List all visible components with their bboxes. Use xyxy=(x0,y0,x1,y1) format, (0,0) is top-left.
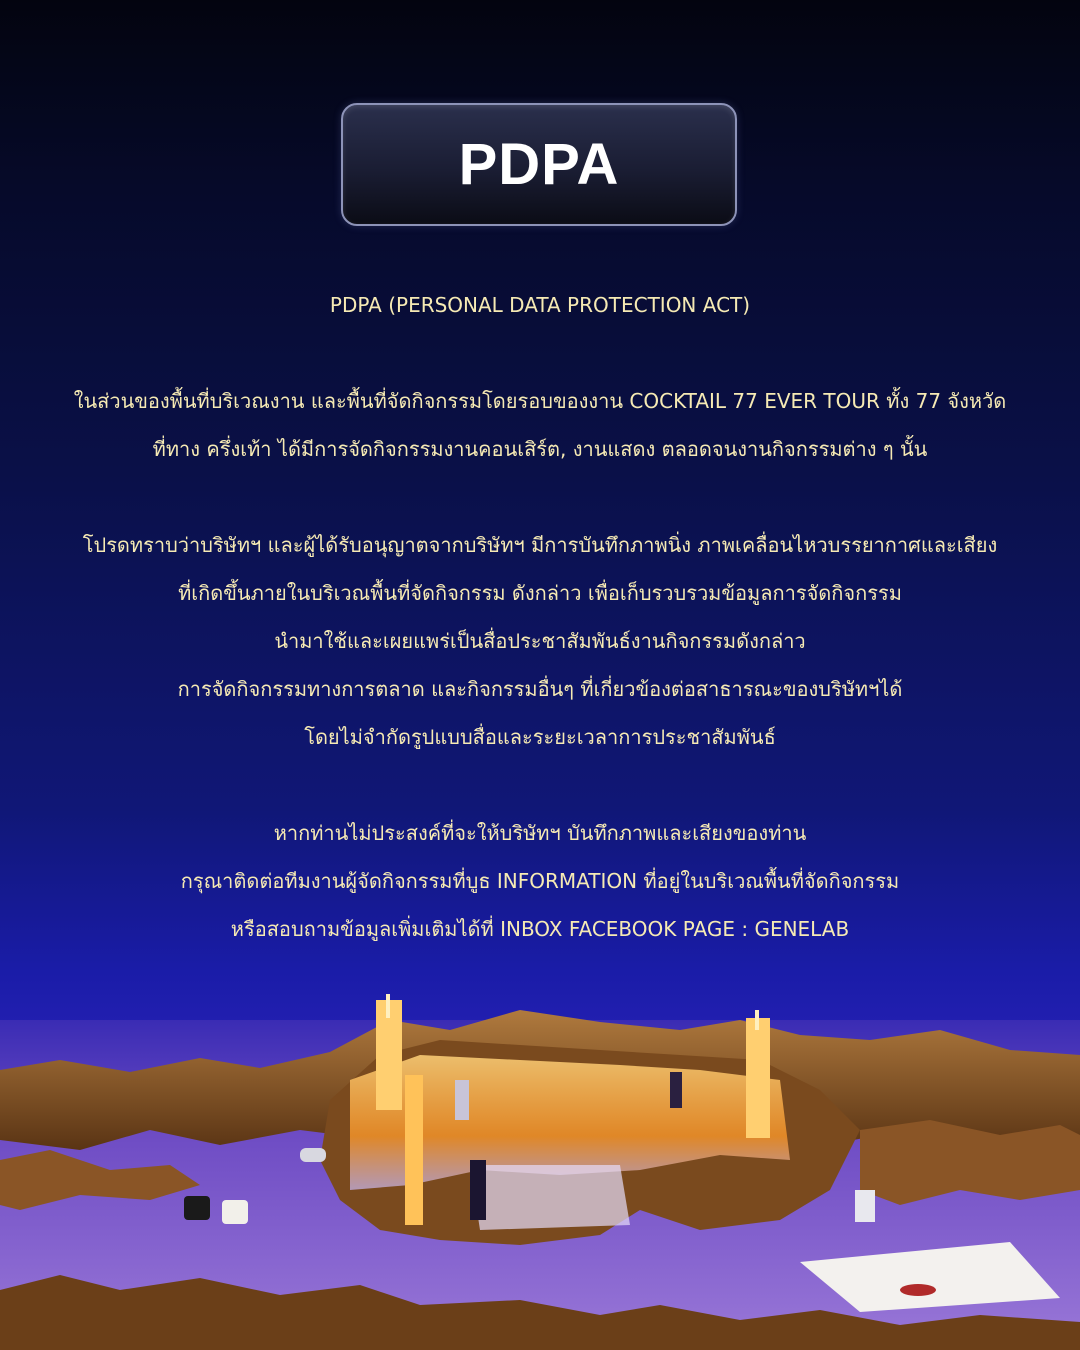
para2-line-5: โดยไม่จำกัดรูปแบบสื่อและระยะเวลาการประชาสัมพันธ์ xyxy=(304,725,776,749)
tower-front xyxy=(405,1075,423,1225)
para1-line-2: ที่ทาง ครึ่งเท้า ได้มีการจัดกิจกรรมงานคอนเสิร์ต, งานแสดง ตลอดจนงานกิจกรรมต่าง ๆ นั้น xyxy=(152,437,928,461)
para3-line-3: หรือสอบถามข้อมูลเพิ่มเติมได้ที่ INBOX FACEBOOK PAGE : GENELAB xyxy=(230,917,850,941)
para2-line-3: นำมาใช้และเผยแพร่เป็นสื่อประชาสัมพันธ์งานกิจกรรมดังกล่าว xyxy=(274,629,806,653)
dice-icon xyxy=(184,1196,210,1220)
para2-line-1: โปรดทราบว่าบริษัทฯ และผู้ได้รับอนุญาตจากบริษัทฯ มีการบันทึกภาพนิ่ง ภาพเคลื่อนไหวบรรยากาศและเสียง xyxy=(82,533,998,557)
pillar xyxy=(855,1190,875,1222)
para2-line-2: ที่เกิดขึ้นภายในบริเวณพื้นที่จัดกิจกรรม ดังกล่าว เพื่อเก็บรวบรวมข้อมูลการจัดกิจกรรม xyxy=(178,581,902,605)
banner-white xyxy=(455,1080,469,1120)
tower-right xyxy=(746,1018,770,1138)
dice-icon-white xyxy=(222,1200,248,1224)
inner-lagoon xyxy=(470,1165,630,1230)
notice-heading: PDPA (PERSONAL DATA PROTECTION ACT) xyxy=(329,293,751,317)
para3-line-1: หากท่านไม่ประสงค์ที่จะให้บริษัทฯ บันทึกภาพและเสียงของท่าน xyxy=(273,821,807,845)
landscape-svg xyxy=(0,960,1080,1350)
title-box xyxy=(341,103,737,226)
fantasy-landscape-illustration xyxy=(0,960,1080,1350)
para1-line-1: ในส่วนของพื้นที่บริเวณงาน และพื้นที่จัดกิจกรรมโดยรอบของงาน COCKTAIL 77 EVER TOUR ทั้ง 77 จังหวัด xyxy=(73,389,1007,413)
page-title: PDPA xyxy=(458,132,620,197)
notice-text xyxy=(20,286,1060,958)
banner-dark xyxy=(470,1160,486,1220)
para3-line-2: กรุณาติดต่อทีมงานผู้จัดกิจกรรมที่บูธ INFORMATION ที่อยู่ในบริเวณพื้นที่จัดกิจกรรม xyxy=(180,869,900,893)
para2-line-4: การจัดกิจกรรมทางการตลาด และกิจกรรมอื่นๆ ที่เกี่ยวข้องต่อสาธารณะของบริษัทฯได้ xyxy=(177,677,903,701)
